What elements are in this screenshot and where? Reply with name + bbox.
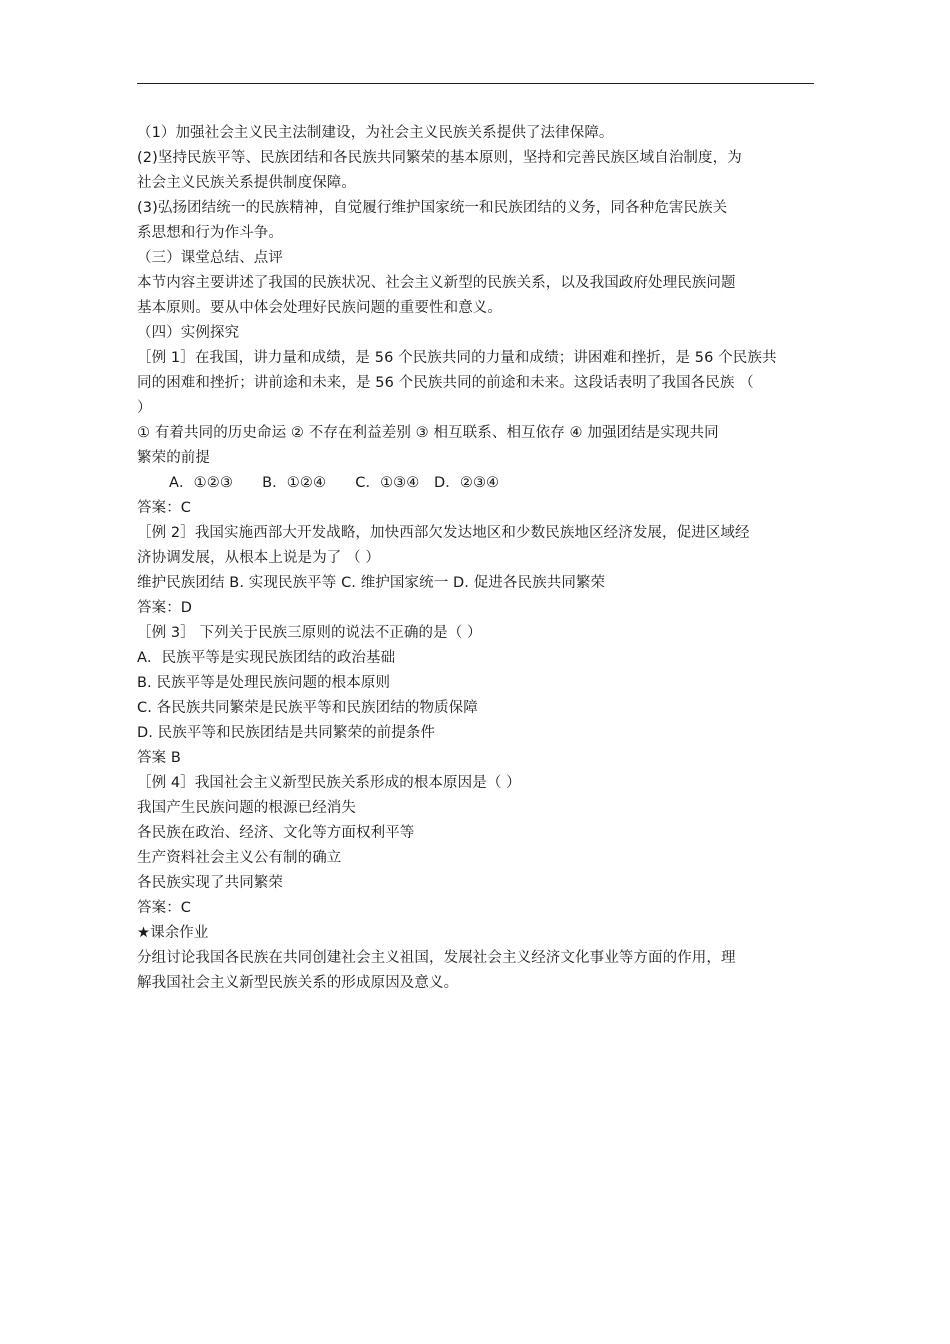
- section-heading: （三）课堂总结、点评: [137, 250, 283, 266]
- example-question-line: ［例 3］ 下列关于民族三原则的说法不正确的是（ ）: [137, 625, 482, 641]
- section-heading: ★课余作业: [137, 925, 209, 941]
- answer-choices: A．①②③ B．①②④ C．①③④ D．②③④: [169, 475, 500, 491]
- choice-line: 我国产生民族问题的根源已经消失: [137, 800, 356, 816]
- paragraph-line: 系思想和行为作斗争。: [137, 225, 283, 241]
- paragraph-line: 社会主义民族关系提供制度保障。: [137, 175, 356, 191]
- section-heading: （四）实例探究: [137, 325, 240, 341]
- paragraph-line: 本节内容主要讲述了我国的民族状况、社会主义新型的民族关系，以及我国政府处理民族问题: [137, 275, 736, 291]
- answer-choices: 维护民族团结 B. 实现民族平等 C. 维护国家统一 D. 促进各民族共同繁荣: [137, 575, 606, 591]
- choice-line: 生产资料社会主义公有制的确立: [137, 850, 342, 866]
- example-question-line: ［例 2］我国实施西部大开发战略，加快西部欠发达地区和少数民族地区经济发展，促进区域经: [137, 525, 750, 541]
- statement-options-line: 繁荣的前提: [137, 450, 210, 466]
- example-question-line: ）: [137, 400, 152, 416]
- choice-line: C. 各民族共同繁荣是民族平等和民族团结的物质保障: [137, 700, 478, 716]
- example-question-line: 济协调发展，从根本上说是为了 （ ）: [137, 550, 381, 566]
- paragraph-line: 基本原则。要从中体会处理好民族问题的重要性和意义。: [137, 300, 502, 316]
- paragraph-line: （1）加强社会主义民主法制建设，为社会主义民族关系提供了法律保障。: [137, 125, 614, 141]
- choice-line: A．民族平等是实现民族团结的政治基础: [137, 650, 396, 666]
- paragraph-line: (3)弘扬团结统一的民族精神，自觉履行维护国家统一和民族团结的义务，同各种危害民族关: [137, 200, 728, 216]
- choice-line: D. 民族平等和民族团结是共同繁荣的前提条件: [137, 725, 436, 741]
- statement-options-line: ① 有着共同的历史命运 ② 不存在利益差别 ③ 相互联系、相互依存 ④ 加强团结是实现共同: [137, 425, 719, 441]
- choice-line: B. 民族平等是处理民族问题的根本原则: [137, 675, 391, 691]
- choice-line: 各民族在政治、经济、文化等方面权利平等: [137, 825, 415, 841]
- example-question-line: ［例 1］在我国，讲力量和成绩，是 56 个民族共同的力量和成绩；讲困难和挫折，是 56 个民族共: [137, 350, 777, 366]
- example-question-line: 同的困难和挫折；讲前途和未来，是 56 个民族共同的前途和未来。这段话表明了我国各民族 （: [137, 375, 754, 391]
- paragraph-line: 解我国社会主义新型民族关系的形成原因及意义。: [137, 975, 459, 991]
- paragraph-line: (2)坚持民族平等、民族团结和各民族共同繁荣的基本原则，坚持和完善民族区域自治制度，为: [137, 150, 742, 166]
- choice-line: 各民族实现了共同繁荣: [137, 875, 283, 891]
- answer-line: 答案 B: [137, 750, 181, 766]
- header-rule: [137, 83, 814, 84]
- answer-line: 答案：C: [137, 900, 192, 916]
- paragraph-line: 分组讨论我国各民族在共同创建社会主义祖国，发展社会主义经济文化事业等方面的作用，理: [137, 950, 736, 966]
- document-body: [137, 121, 817, 996]
- answer-line: 答案：C: [137, 500, 192, 516]
- answer-line: 答案：D: [137, 600, 193, 616]
- example-question-line: ［例 4］我国社会主义新型民族关系形成的根本原因是（ ）: [137, 775, 521, 791]
